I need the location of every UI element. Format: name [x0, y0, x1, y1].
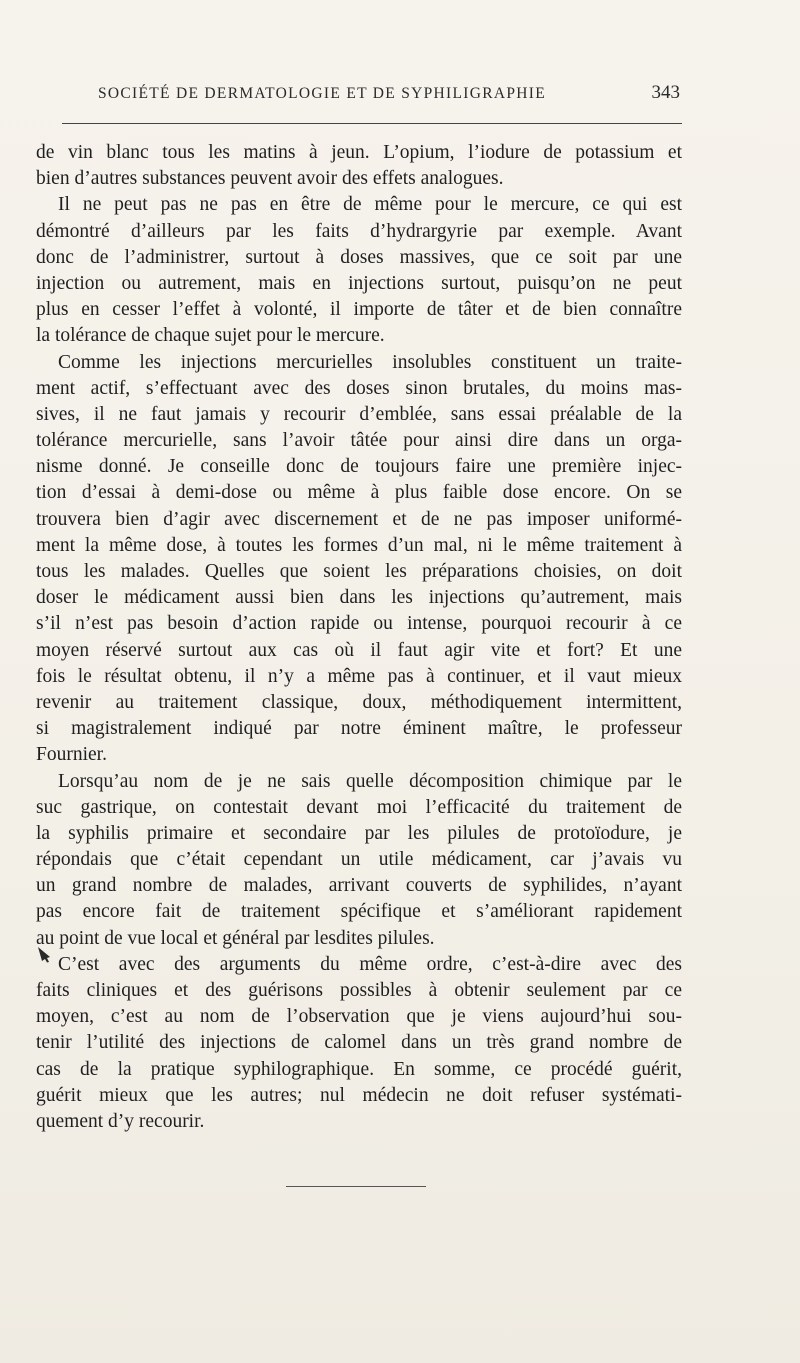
text-line: répondais que c’était cependant un utile médicament, car j’avais vu	[36, 849, 682, 871]
text-line: tolérance mercurielle, sans l’avoir tâtée pour ainsi dire dans un orga-	[36, 430, 682, 452]
text-line: démontré d’ailleurs par les faits d’hydrargyrie par exemple. Avant	[36, 220, 682, 242]
text-line: revenir au traitement classique, doux, méthodiquement intermittent,	[36, 691, 682, 713]
text-line: donc de l’administrer, surtout à doses massives, que ce soit par une	[36, 246, 682, 268]
text-line: Comme les injections mercurielles insolubles constituent un traite-	[58, 351, 682, 373]
text-line: injection ou autrement, mais en injections surtout, puisqu’on ne peut	[36, 272, 682, 294]
text-line: s’il n’est pas besoin d’action rapide ou intense, pourquoi recourir à ce	[36, 613, 682, 635]
text-line: cas de la pratique syphilographique. En somme, ce procédé guérit,	[36, 1058, 682, 1080]
text-line: faits cliniques et des guérisons possibles à obtenir seulement par ce	[36, 980, 682, 1001]
text-line: si magistralement indiqué par notre éminent maître, le professeur	[36, 718, 682, 740]
text-line: tion d’essai à demi-dose ou même à plus faible dose encore. On se	[36, 482, 682, 504]
text-line: moyen réservé surtout aux cas où il faut agir vite et fort? Et une	[36, 639, 682, 661]
text-line: tenir l’utilité des injections de calomel dans un très grand nombre de	[36, 1032, 682, 1054]
text-line: tous les malades. Quelles que soient les préparations choisies, on doit	[36, 561, 682, 582]
text-line: doser le médicament aussi bien dans les injections qu’autrement, mais	[36, 587, 682, 609]
end-rule	[286, 1186, 426, 1187]
text-line: bien d’autres substances peuvent avoir des effets analogues.	[36, 168, 504, 190]
text-line: un grand nombre de malades, arrivant couverts de syphilides, n’ayant	[36, 875, 682, 897]
text-line: suc gastrique, on contestait devant moi l’efficacité du traitement de	[36, 796, 682, 818]
text-line: pas encore fait de traitement spécifique et s’améliorant rapidement	[36, 901, 682, 923]
text-line: ment la même dose, à toutes les formes d’un mal, ni le même traitement à	[36, 534, 682, 556]
text-line: moyen, c’est au nom de l’observation que je viens aujourd’hui sou-	[36, 1006, 682, 1028]
body-text	[36, 140, 682, 1135]
text-line: nisme donné. Je conseille donc de toujours faire une première injec-	[36, 456, 682, 478]
text-line: Fournier.	[36, 744, 107, 766]
page-header	[98, 82, 680, 112]
header-rule	[62, 123, 682, 124]
page-number: 343	[651, 82, 680, 103]
text-line: au point de vue local et général par lesdites pilules.	[36, 927, 435, 949]
text-line: la tolérance de chaque sujet pour le mercure.	[36, 325, 385, 347]
text-line: C’est avec des arguments du même ordre, c’est-à-dire avec des	[58, 953, 682, 975]
text-line: Il ne peut pas ne pas en être de même pour le mercure, ce qui est	[58, 194, 682, 216]
text-line: plus en cesser l’effet à volonté, il importe de tâter et de bien connaître	[36, 299, 682, 321]
text-line: trouvera bien d’agir avec discernement et de ne pas imposer uniformé-	[36, 508, 682, 530]
text-line: quement d’y recourir.	[36, 1110, 205, 1132]
text-line: ment actif, s’effectuant avec des doses sinon brutales, du moins mas-	[36, 377, 682, 399]
text-line: sives, il ne faut jamais y recourir d’emblée, sans essai préalable de la	[36, 403, 682, 425]
text-line: de vin blanc tous les matins à jeun. L’opium, l’iodure de potassium et	[36, 142, 682, 163]
pointing-hand-mark-icon	[36, 945, 54, 963]
text-line: Lorsqu’au nom de je ne sais quelle décomposition chimique par le	[58, 770, 682, 792]
running-head: SOCIÉTÉ DE DERMATOLOGIE ET DE SYPHILIGRAPHIE	[98, 85, 546, 102]
text-line: fois le résultat obtenu, il n’y a même pas à continuer, et il vaut mieux	[36, 665, 682, 687]
text-line: guérit mieux que les autres; nul médecin ne doit refuser systémati-	[36, 1084, 682, 1106]
text-line: la syphilis primaire et secondaire par les pilules de protoïodure, je	[36, 822, 682, 844]
